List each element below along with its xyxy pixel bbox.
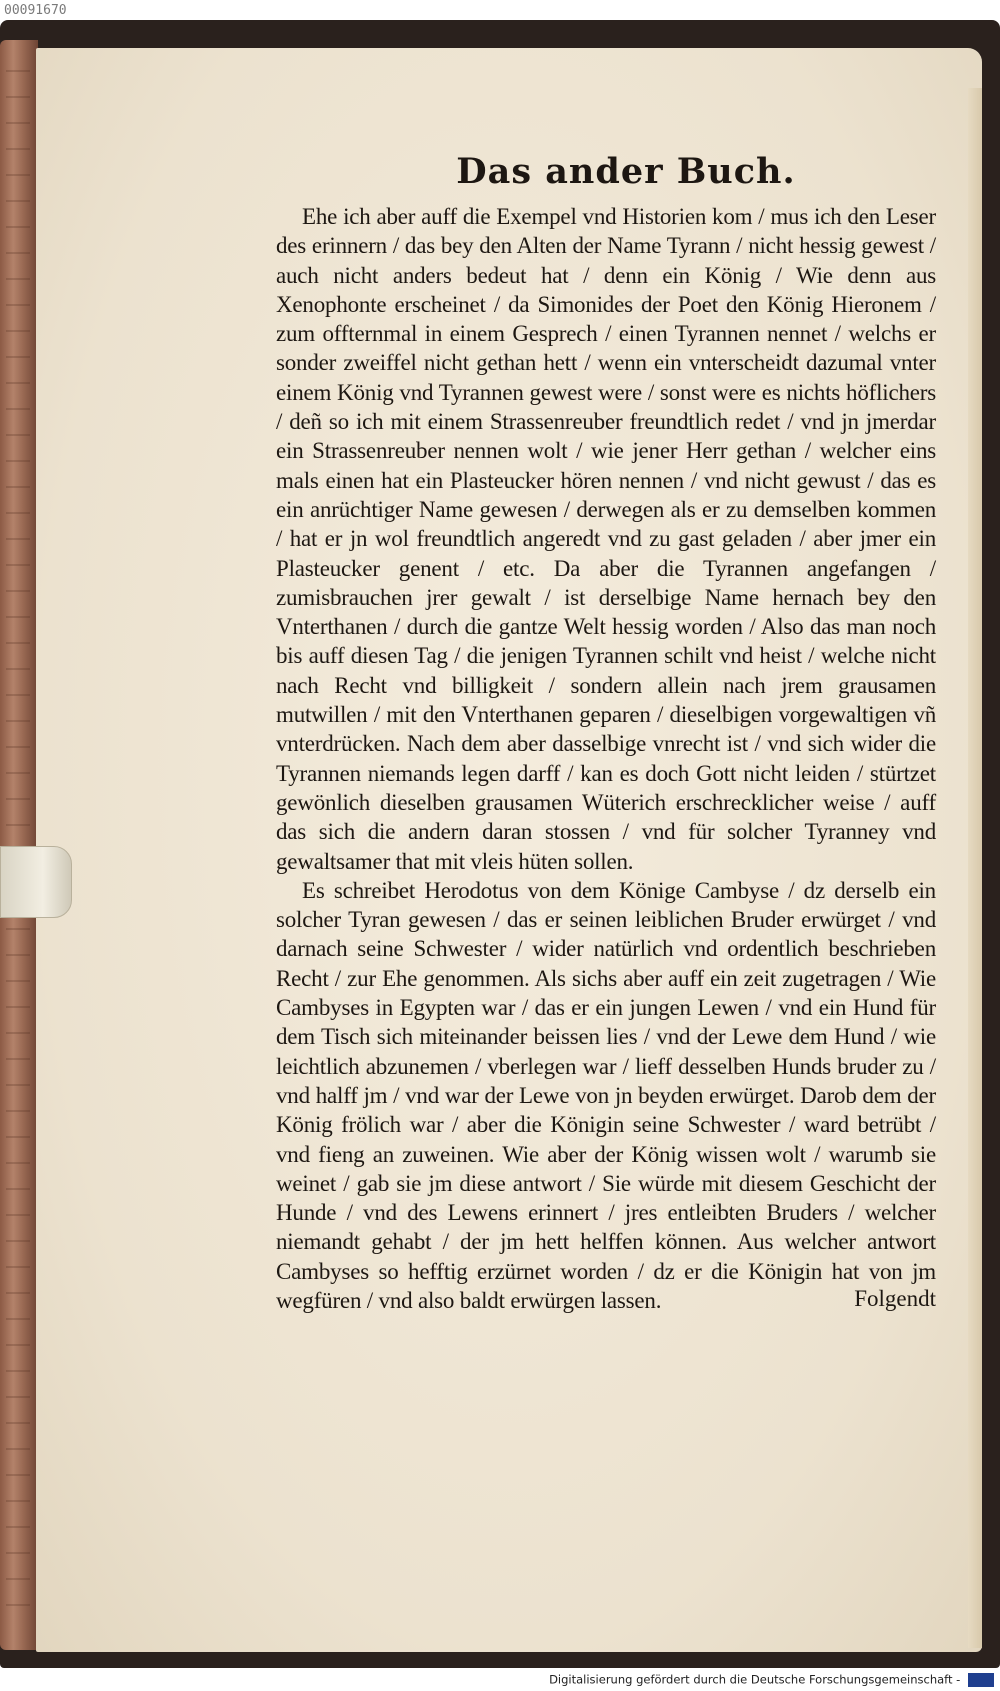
catchword: Folgendt xyxy=(854,1286,936,1312)
scan-identifier: 00091670 xyxy=(4,3,67,18)
dfg-logo-icon xyxy=(968,1673,994,1687)
footer-credit-text: Digitalisierung gefördert durch die Deutsche Forschungsgemeinschaft - xyxy=(549,1672,961,1687)
running-head: Das ander Buch. xyxy=(456,151,796,192)
paragraph: Es schreibet Herodotus von dem Könige Cambyse / dz derselb ein solcher Tyran gewesen / das er seinen leiblichen Bruder erwürget / vnd darnach seine Schwester / wider natürlich vnd ordentlich beschrieben Recht / zur Ehe genommen. Als sichs aber auff ein zeit zugetragen / Wie Cambyses in Egypten war / das er ein jungen Lewen / vnd ein Hund für dem Tisch sich miteinander beissen lies / vnd der Lewe dem Hund / wie leichtlich abzunemen / vberlegen war / lieff desselben Hunds bruder zu / vnd halff jm / vnd war der Lewe von jn beyden erwürget. Darob dem der König frölich war / aber die Königin seine Schwester / ward betrübt / vnd fieng an zuweinen. Wie aber der König wissen wolt / warumb sie weinet / gab sie jm diese antwort / Sie würde mit diesem Geschicht der Hunde / vnd des Lewens erinnert / jres entleibten Bruders / welcher niemandt gehabt / der jm hett helffen können. Aus welcher antwort Cambyses so hefftig erzürnet worden / dz er die Königin hat von jm wegfüren / vnd also baldt erwürgen lassen. xyxy=(276,877,936,1313)
scanned-book-photo xyxy=(0,20,1000,1668)
page-content xyxy=(276,144,936,1312)
page-tab-marker xyxy=(0,846,72,918)
book-spine xyxy=(0,40,38,1650)
footer-credit-bar xyxy=(0,1668,1000,1690)
page-edge xyxy=(968,88,982,1648)
book-page xyxy=(36,48,982,1652)
paragraph: Ehe ich aber auff die Exempel vnd Historien kom / mus ich den Leser des erinnern / das bey den Alten der Name Tyrann / nicht hessig gewest / auch nicht anders bedeut hat / denn ein König / Wie denn aus Xenophonte erscheinet / da Simonides der Poet den König Hieronem / zum offternmal in einem Gesprech / einen Tyrannen nennet / welchs er sonder zweiffel nicht gethan hett / wenn ein vnterscheidt dazumal vnter einem König vnd Tyrannen gewest were / sonst were es nichts höflichers / deñ so ich mit einem Strassenreuber freundtlich redet / vnd jn jmerdar ein Strassenreuber nennen wolt / wie jener Herr gethan / welcher eins mals einen hat ein Plasteucker hören nennen / vnd nicht gewust / das es ein anrüchtiger Name gewesen / derwegen als er zu demselben kommen / hat er jn wol freundtlich angeredt vnd zu gast geladen / aber jmer ein Plasteucker genent / etc. Da aber die Tyrannen angefangen / zumisbrauchen jrer gewalt / ist derselbige Name hernach bey den Vnterthanen / durch die gantze Welt hessig worden / Also das man noch bis auff diesen Tag / die jenigen Tyrannen schilt vnd heist / welche nicht nach Recht vnd billigkeit / sondern allein nach jrem grausamen mutwillen / mit den Vnterthanen geparen / dieselbigen vorgewaltigen vñ vnterdrücken. Nach dem aber dasselbige vnrecht ist / vnd sich wider die Tyrannen niemands legen darff / kan es doch Gott nicht leiden / stürtzet gewönlich dieselben grausamen Wüterich erschrecklicher weise / auff das sich die andern daran stossen / vnd für solcher Tyranney vnd gewaltsamer that mit vleis hüten sollen. xyxy=(276,204,936,874)
body-text xyxy=(276,202,936,1315)
